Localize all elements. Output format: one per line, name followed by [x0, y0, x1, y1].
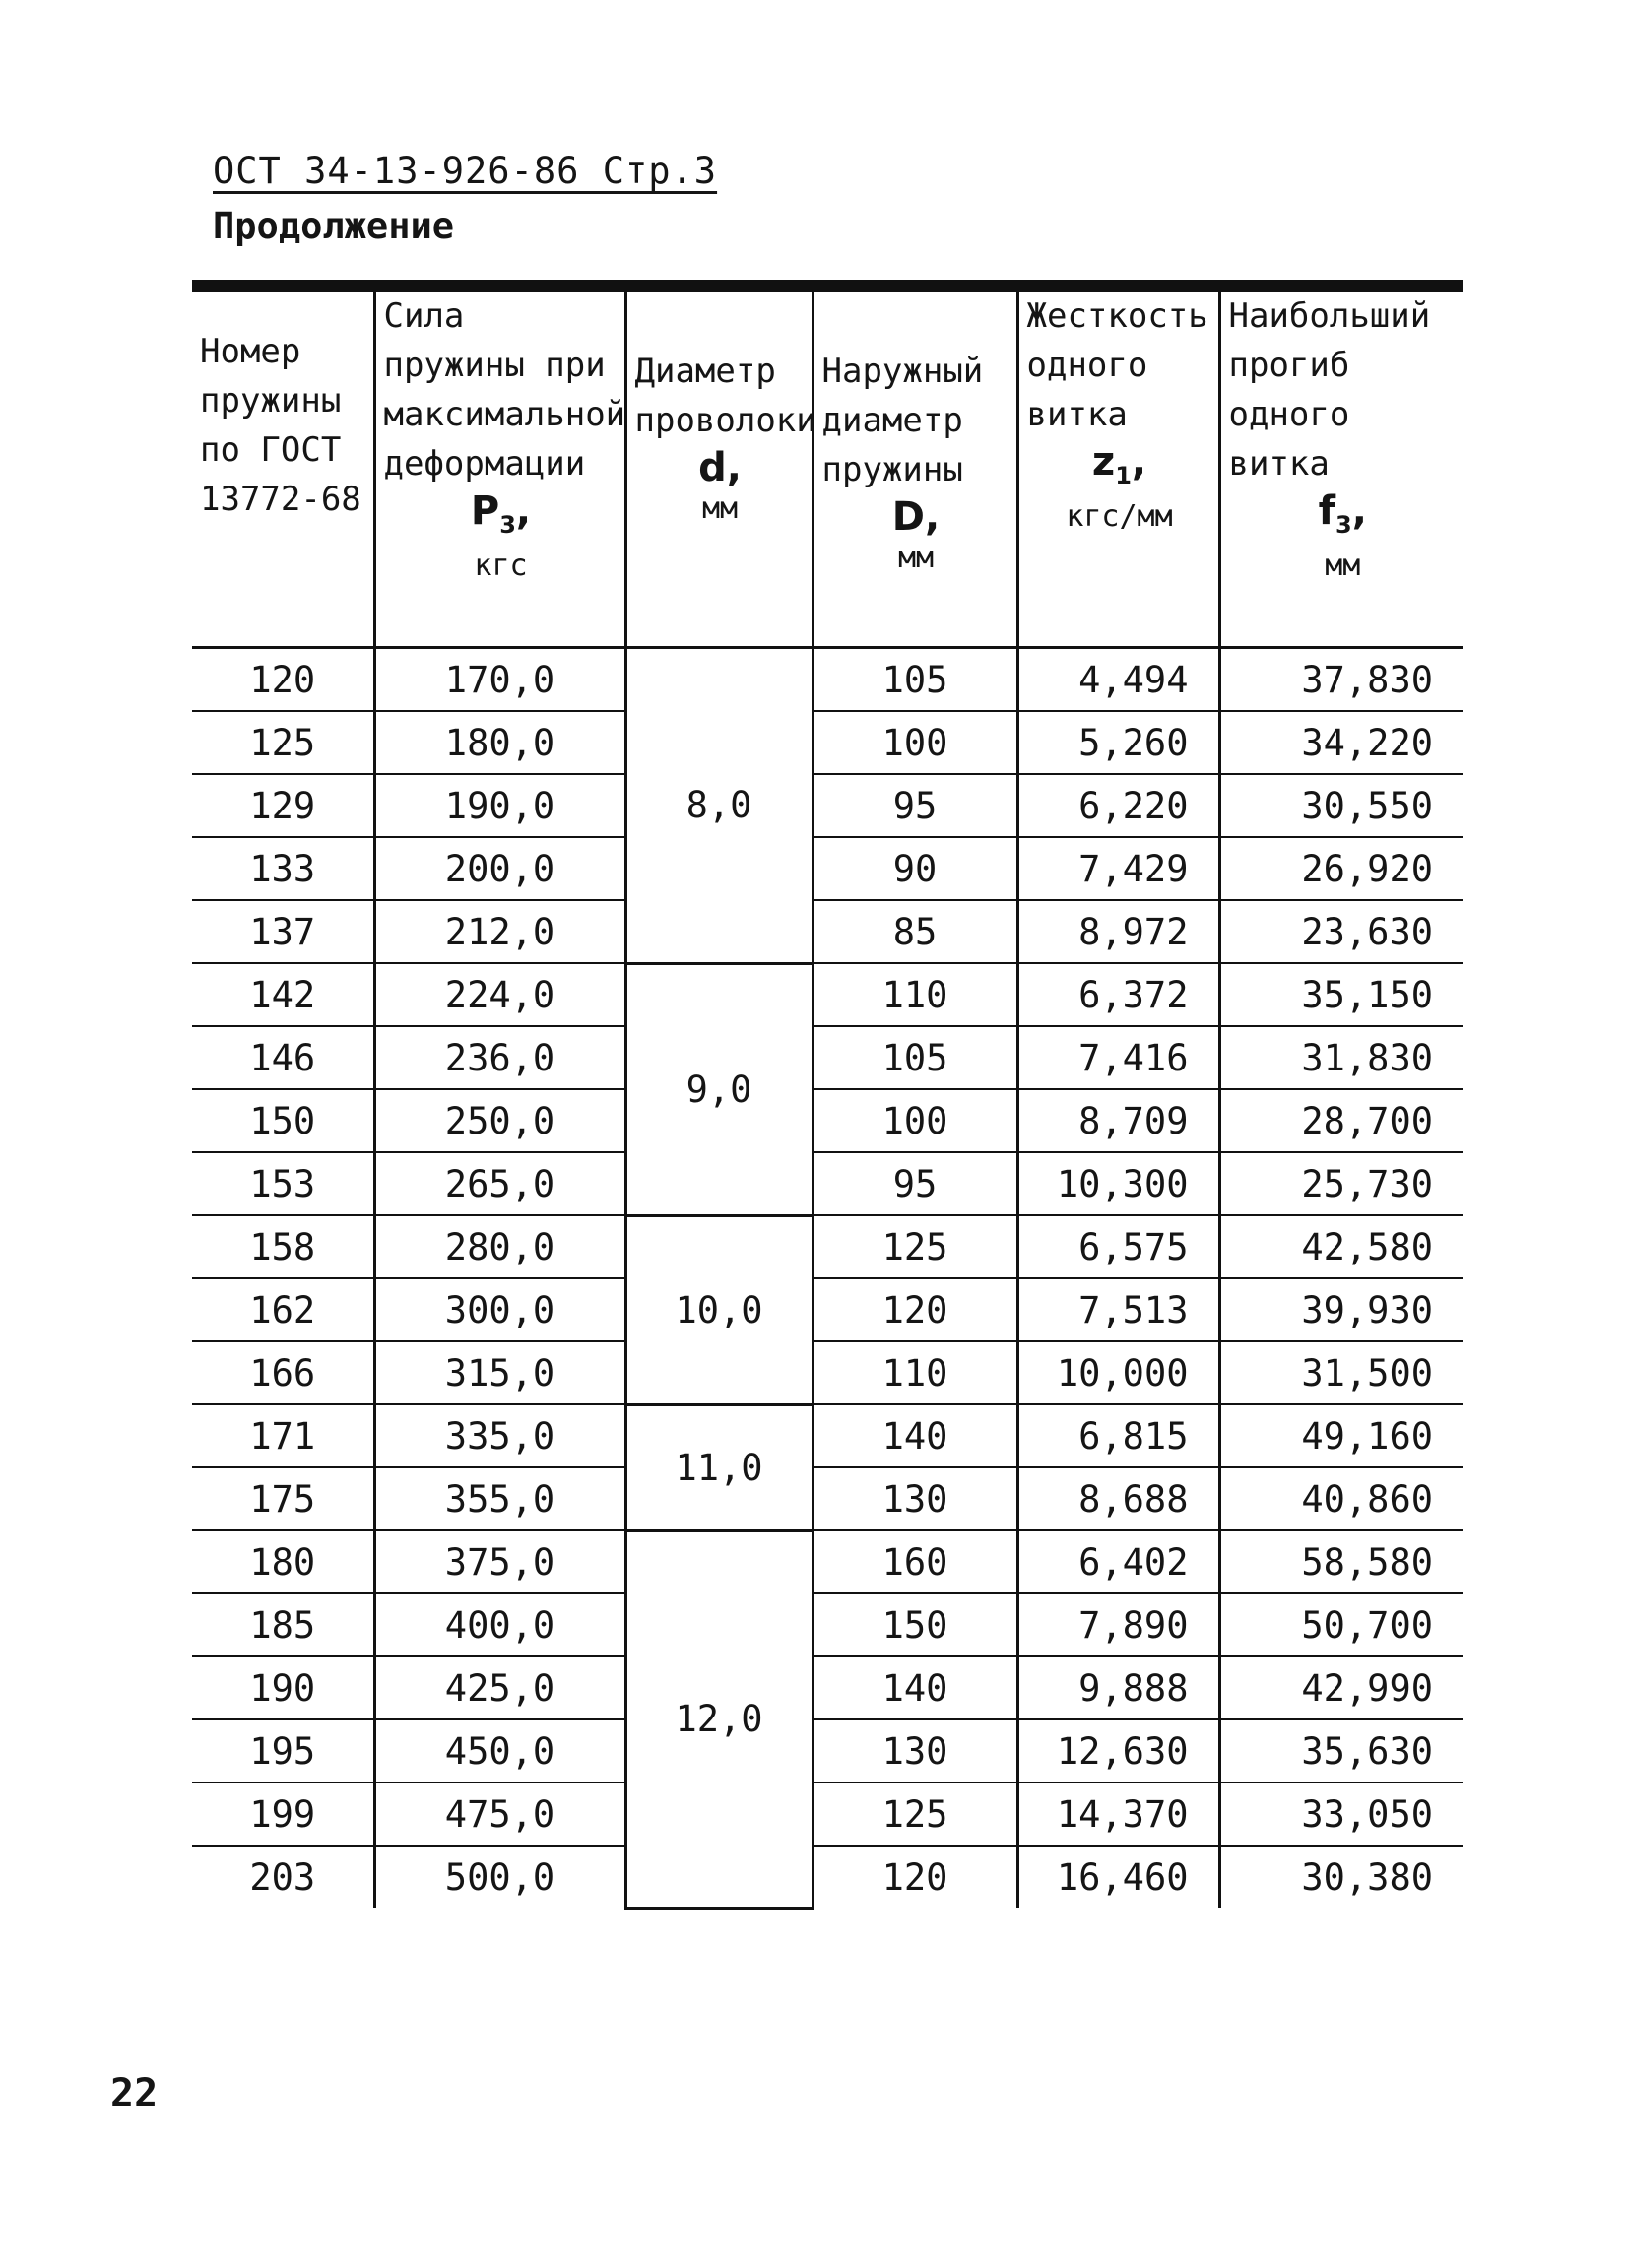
outer-diameter-cell: 125 — [813, 1782, 1017, 1846]
spring-number-cell: 137 — [192, 900, 374, 963]
table-header-row — [192, 292, 1463, 648]
col-header-force — [374, 292, 625, 648]
table-body — [192, 648, 1463, 1909]
table-row — [192, 1215, 1463, 1278]
table-top-rule — [192, 280, 1463, 292]
force-cell: 224,0 — [374, 963, 625, 1026]
spring-number-cell: 199 — [192, 1782, 374, 1846]
force-cell: 450,0 — [374, 1719, 625, 1782]
stiffness-cell: 6,815 — [1017, 1404, 1219, 1467]
stiffness-cell: 6,372 — [1017, 963, 1219, 1026]
spring-number-cell: 162 — [192, 1278, 374, 1341]
deflection-cell: 35,630 — [1219, 1719, 1463, 1782]
force-cell: 280,0 — [374, 1215, 625, 1278]
col-header-outer-diameter — [813, 292, 1017, 648]
table-row — [192, 1530, 1463, 1593]
stiffness-cell: 4,494 — [1017, 648, 1219, 712]
force-cell: 250,0 — [374, 1089, 625, 1152]
outer-diameter-cell: 95 — [813, 1152, 1017, 1215]
spring-number-cell: 175 — [192, 1467, 374, 1530]
table-row — [192, 1152, 1463, 1215]
wire-diameter-cell: 10,0 — [625, 1215, 813, 1404]
spring-number-cell: 203 — [249, 1855, 316, 1899]
spring-number-cell: 120 — [192, 648, 374, 712]
col-header-unit: кгс/мм — [1066, 499, 1173, 534]
table-row — [192, 900, 1463, 963]
deflection-cell: 25,730 — [1219, 1152, 1463, 1215]
outer-diameter-cell: 105 — [813, 1026, 1017, 1089]
col-header-text: Сила пружины при максимальной деформации — [383, 296, 626, 484]
col-header-symbol: D, — [891, 494, 941, 540]
col-header-text: Номер пружины по ГОСТ 13772-68 — [200, 332, 361, 519]
stiffness-cell: 7,890 — [1017, 1593, 1219, 1656]
deflection-cell: 31,500 — [1219, 1341, 1463, 1404]
force-cell: 212,0 — [374, 900, 625, 963]
force-cell: 180,0 — [374, 711, 625, 774]
outer-diameter-cell: 110 — [813, 1341, 1017, 1404]
table-row — [192, 1278, 1463, 1341]
continuation-label: Продолжение — [213, 205, 455, 247]
force-cell: 475,0 — [374, 1782, 625, 1846]
deflection-cell: 30,550 — [1219, 774, 1463, 837]
table-row — [192, 774, 1463, 837]
stiffness-cell: 8,709 — [1017, 1089, 1219, 1152]
col-header-unit: кгс — [474, 549, 528, 583]
col-header-spring-number — [192, 292, 374, 648]
deflection-cell: 23,630 — [1219, 900, 1463, 963]
force-cell: 425,0 — [374, 1656, 625, 1719]
table-row — [192, 1341, 1463, 1404]
col-header-symbol: d, — [698, 445, 742, 490]
stiffness-cell: 6,402 — [1017, 1530, 1219, 1593]
force-cell: 265,0 — [374, 1152, 625, 1215]
stiffness-cell: 10,000 — [1017, 1341, 1219, 1404]
force-cell: 236,0 — [374, 1026, 625, 1089]
stiffness-cell: 6,220 — [1017, 774, 1219, 837]
outer-diameter-cell: 120 — [813, 1846, 1017, 1908]
table-row — [192, 1656, 1463, 1719]
force-cell: 500,0 — [374, 1846, 625, 1908]
deflection-cell: 33,050 — [1219, 1782, 1463, 1846]
spring-number-cell: 171 — [192, 1404, 374, 1467]
col-header-unit: мм — [701, 491, 739, 526]
deflection-cell: 26,920 — [1219, 837, 1463, 900]
deflection-cell: 40,860 — [1219, 1467, 1463, 1530]
outer-diameter-cell: 90 — [813, 837, 1017, 900]
stiffness-cell: 7,416 — [1017, 1026, 1219, 1089]
table-row — [192, 1593, 1463, 1656]
deflection-cell: 39,930 — [1219, 1278, 1463, 1341]
outer-diameter-cell: 150 — [813, 1593, 1017, 1656]
table-row — [192, 963, 1463, 1026]
stiffness-cell: 9,888 — [1017, 1656, 1219, 1719]
spring-spec-table — [192, 292, 1463, 1910]
stiffness-cell: 12,630 — [1017, 1719, 1219, 1782]
wire-diameter-cell: 12,0 — [625, 1530, 813, 1908]
col-header-text: Наружный диаметр пружины — [821, 352, 984, 489]
deflection-cell: 31,830 — [1219, 1026, 1463, 1089]
force-cell: 200,0 — [374, 837, 625, 900]
spring-number-cell: 153 — [192, 1152, 374, 1215]
table-row — [192, 1467, 1463, 1530]
table-row — [192, 837, 1463, 900]
force-cell: 315,0 — [374, 1341, 625, 1404]
col-header-text: Наибольший прогиб одного витка — [1228, 296, 1431, 484]
wire-diameter-cell: 9,0 — [625, 963, 813, 1215]
force-cell: 355,0 — [374, 1467, 625, 1530]
force-cell: 400,0 — [374, 1593, 625, 1656]
outer-diameter-cell: 125 — [813, 1215, 1017, 1278]
deflection-cell: 50,700 — [1219, 1593, 1463, 1656]
page-number: 22 — [110, 2071, 159, 2116]
deflection-cell: 49,160 — [1219, 1404, 1463, 1467]
col-header-text: Диаметр проволоки — [634, 352, 816, 440]
force-cell: 375,0 — [374, 1530, 625, 1593]
deflection-cell: 42,990 — [1219, 1656, 1463, 1719]
outer-diameter-cell: 120 — [813, 1278, 1017, 1341]
table-row — [192, 711, 1463, 774]
outer-diameter-cell: 140 — [813, 1404, 1017, 1467]
outer-diameter-cell: 130 — [813, 1467, 1017, 1530]
deflection-cell: 34,220 — [1219, 711, 1463, 774]
stiffness-cell: 8,972 — [1017, 900, 1219, 963]
stiffness-cell: 8,688 — [1017, 1467, 1219, 1530]
spring-number-cell: 180 — [192, 1530, 374, 1593]
col-header-unit: мм — [897, 541, 935, 575]
outer-diameter-cell: 110 — [813, 963, 1017, 1026]
stiffness-cell: 6,575 — [1017, 1215, 1219, 1278]
outer-diameter-cell: 100 — [813, 1089, 1017, 1152]
force-cell: 300,0 — [374, 1278, 625, 1341]
stiffness-cell: 16,460 — [1017, 1846, 1219, 1908]
stiffness-cell: 7,513 — [1017, 1278, 1219, 1341]
stiffness-cell: 7,429 — [1017, 837, 1219, 900]
col-header-symbol: $P_3$, — [470, 488, 532, 539]
outer-diameter-cell: 100 — [813, 711, 1017, 774]
table-row — [192, 1846, 1463, 1908]
deflection-cell: 30,380 — [1219, 1846, 1463, 1908]
table-row — [192, 1089, 1463, 1152]
outer-diameter-cell: 140 — [813, 1656, 1017, 1719]
col-header-text: Жесткость одного витка — [1026, 296, 1208, 434]
spring-number-cell: 133 — [192, 837, 374, 900]
outer-diameter-cell: 160 — [813, 1530, 1017, 1593]
spring-number-cell: 150 — [192, 1089, 374, 1152]
col-header-symbol: $f_3$, — [1318, 488, 1367, 539]
outer-diameter-cell: 105 — [813, 648, 1017, 712]
outer-diameter-cell: 130 — [813, 1719, 1017, 1782]
deflection-cell: 28,700 — [1219, 1089, 1463, 1152]
document-reference: ОСТ 34-13-926-86 Стр.3 — [213, 150, 718, 192]
col-header-deflection — [1219, 292, 1463, 648]
spring-number-cell: 142 — [192, 963, 374, 1026]
outer-diameter-cell: 85 — [813, 900, 1017, 963]
spring-number-cell: 185 — [192, 1593, 374, 1656]
col-header-unit: мм — [1325, 549, 1361, 583]
spring-number-cell: 166 — [192, 1341, 374, 1404]
force-cell: 190,0 — [374, 774, 625, 837]
stiffness-cell: 10,300 — [1017, 1152, 1219, 1215]
spring-number-cell: 195 — [192, 1719, 374, 1782]
spring-number-cell: 125 — [192, 711, 374, 774]
col-header-wire-diameter — [625, 292, 816, 648]
col-header-stiffness — [1017, 292, 1219, 648]
deflection-cell: 35,150 — [1219, 963, 1463, 1026]
spring-number-cell: 129 — [192, 774, 374, 837]
force-cell: 170,0 — [374, 648, 625, 712]
spring-number-cell: 146 — [192, 1026, 374, 1089]
table-row — [192, 1719, 1463, 1782]
table-row — [192, 1026, 1463, 1089]
deflection-cell: 42,580 — [1219, 1215, 1463, 1278]
table-row — [192, 648, 1463, 712]
outer-diameter-cell: 95 — [813, 774, 1017, 837]
table-row — [192, 1404, 1463, 1467]
wire-diameter-cell: 8,0 — [625, 648, 813, 964]
spring-number-cell: 190 — [192, 1656, 374, 1719]
wire-diameter-cell: 11,0 — [625, 1404, 813, 1530]
col-header-symbol: $z_1$, — [1091, 439, 1147, 489]
stiffness-cell: 5,260 — [1017, 711, 1219, 774]
table-row — [192, 1782, 1463, 1846]
stiffness-cell: 14,370 — [1017, 1782, 1219, 1846]
deflection-cell: 58,580 — [1219, 1530, 1463, 1593]
force-cell: 335,0 — [374, 1404, 625, 1467]
spring-number-cell: 158 — [192, 1215, 374, 1278]
deflection-cell: 37,830 — [1219, 648, 1463, 712]
